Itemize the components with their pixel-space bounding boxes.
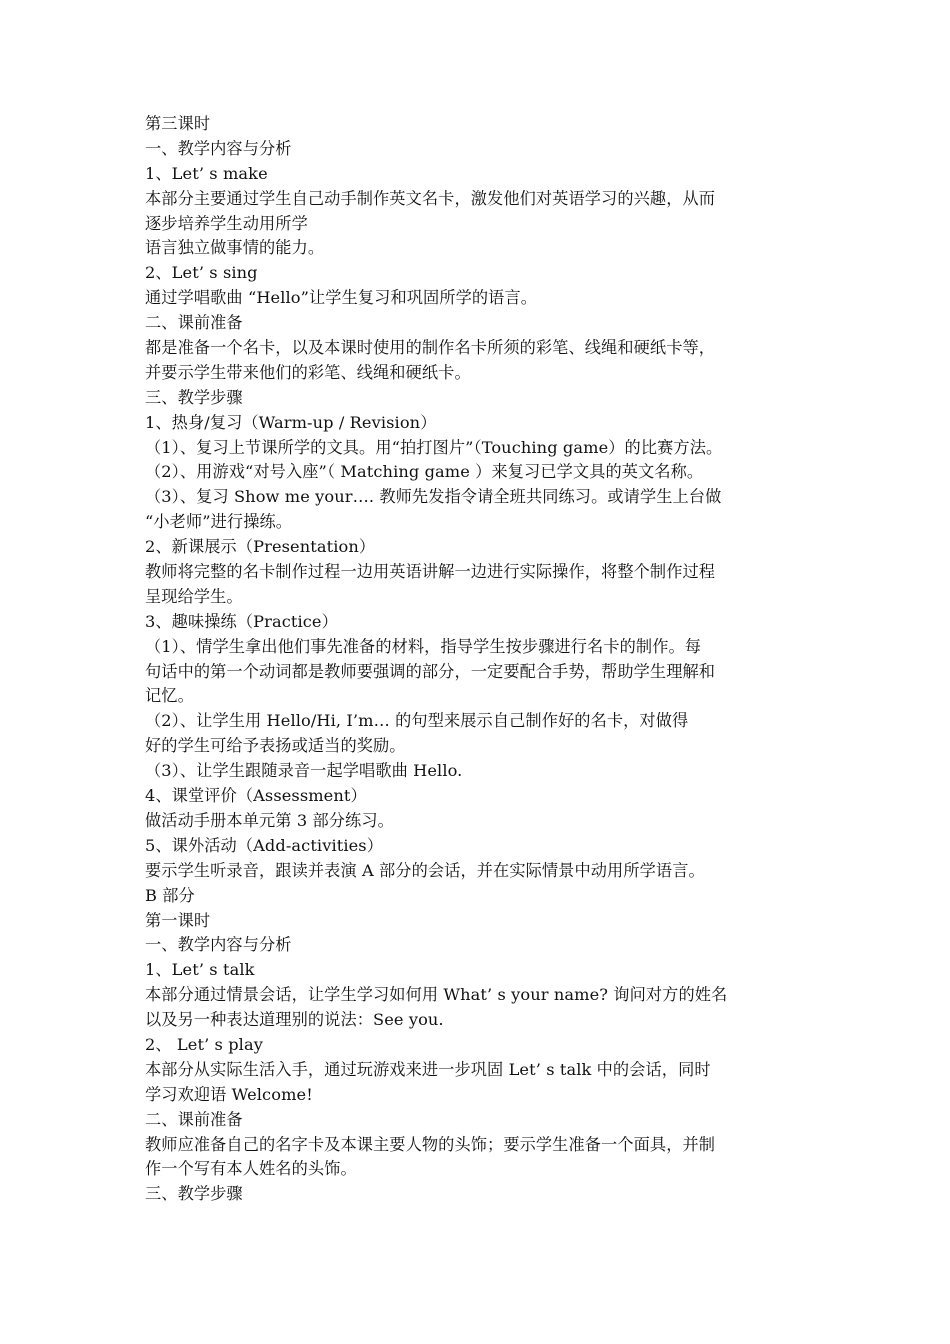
body-text-line: 记忆。 (145, 686, 194, 706)
body-text-line: （1）、情学生拿出他们事先准备的材料，指导学生按步骤进行名卡的制作。每 (145, 636, 702, 656)
body-text-line: “小老师”进行操练。 (145, 512, 293, 532)
body-text-line: 学习欢迎语 Welcome! (145, 1084, 313, 1104)
body-text-line: 教师应准备自己的名字卡及本课主要人物的头饰；要示学生准备一个面具，并制 (145, 1134, 716, 1154)
body-text-line: 要示学生听录音，跟读并表演 A 部分的会话，并在实际情景中动用所学语言。 (145, 860, 705, 880)
subsection-heading: 1、热身/复习（Warm-up / Revision） (145, 412, 437, 432)
section-heading: 一、教学内容与分析 (145, 138, 292, 158)
body-text-line: 本部分通过情景会话，让学生学习如何用 What’ s your name? 询问对方的姓名 (145, 985, 728, 1005)
subsection-heading: 2、Let’ s sing (145, 263, 258, 283)
body-text-line: （2）、用游戏“对号入座”（ Matching game ）来复习已学文具的英文名称。 (145, 462, 704, 482)
body-text-line: 好的学生可给予表扬或适当的奖励。 (145, 736, 406, 756)
body-text-line: 本部分主要通过学生自己动手制作英文名卡，激发他们对英语学习的兴趣，从而 (145, 188, 716, 208)
subsection-heading: 5、课外活动（Add-activities） (145, 835, 383, 855)
subsection-heading: 1、Let’ s make (145, 163, 268, 183)
section-heading: 二、课前准备 (145, 313, 243, 333)
body-text-line: 都是准备一个名卡，以及本课时使用的制作名卡所须的彩笔、线绳和硬纸卡等， (145, 338, 716, 358)
lesson-title: 第一课时 (145, 910, 211, 930)
body-text-line: （2）、让学生用 Hello/Hi, I’m… 的句型来展示自己制作好的名卡，对做得 (145, 711, 689, 731)
body-text-line: 语言独立做事情的能力。 (145, 238, 325, 258)
section-heading: 二、课前准备 (145, 1109, 243, 1129)
body-text-line: 教师将完整的名卡制作过程一边用英语讲解一边进行实际操作，将整个制作过程 (145, 562, 716, 582)
body-text-line: 逐步培养学生动用所学 (145, 213, 308, 233)
section-heading: 一、教学内容与分析 (145, 935, 292, 955)
section-heading: 三、教学步骤 (145, 1184, 243, 1204)
body-text-line: 通过学唱歌曲 “Hello”让学生复习和巩固所学的语言。 (145, 288, 538, 308)
subsection-heading: 4、课堂评价（Assessment） (145, 786, 367, 806)
subsection-heading: 3、趣味操练（Practice） (145, 611, 338, 631)
body-text-line: 作一个写有本人姓名的头饰。 (145, 1159, 357, 1179)
part-heading: B 部分 (145, 885, 195, 905)
lesson-title: 第三课时 (145, 114, 211, 133)
document-page (145, 112, 815, 1207)
section-heading: 三、教学步骤 (145, 387, 243, 407)
body-text-line: 句话中的第一个动词都是教师要强调的部分，一定要配合手势，帮助学生理解和 (145, 661, 716, 681)
body-text-line: 做活动手册本单元第 3 部分练习。 (145, 810, 394, 830)
body-text-line: 以及另一种表达道理别的说法：See you. (145, 1010, 444, 1030)
body-text-line: 本部分从实际生活入手，通过玩游戏来进一步巩固 Let’ s talk 中的会话，同时 (145, 1059, 711, 1079)
body-text-line: （1）、复习上节课所学的文具。用“拍打图片”（Touching game）的比赛方法。 (145, 437, 723, 457)
body-text-line: （3）、让学生跟随录音一起学唱歌曲 Hello. (145, 761, 463, 781)
body-text-line: 并要示学生带来他们的彩笔、线绳和硬纸卡。 (145, 362, 471, 382)
body-text-line: （3）、复习 Show me your…. 教师先发指令请全班共同练习。或请学生上台做 (145, 487, 722, 507)
subsection-heading: 2、 Let’ s play (145, 1034, 263, 1054)
subsection-heading: 2、新课展示（Presentation） (145, 537, 376, 557)
subsection-heading: 1、Let’ s talk (145, 960, 255, 980)
body-text-line: 呈现给学生。 (145, 586, 243, 606)
